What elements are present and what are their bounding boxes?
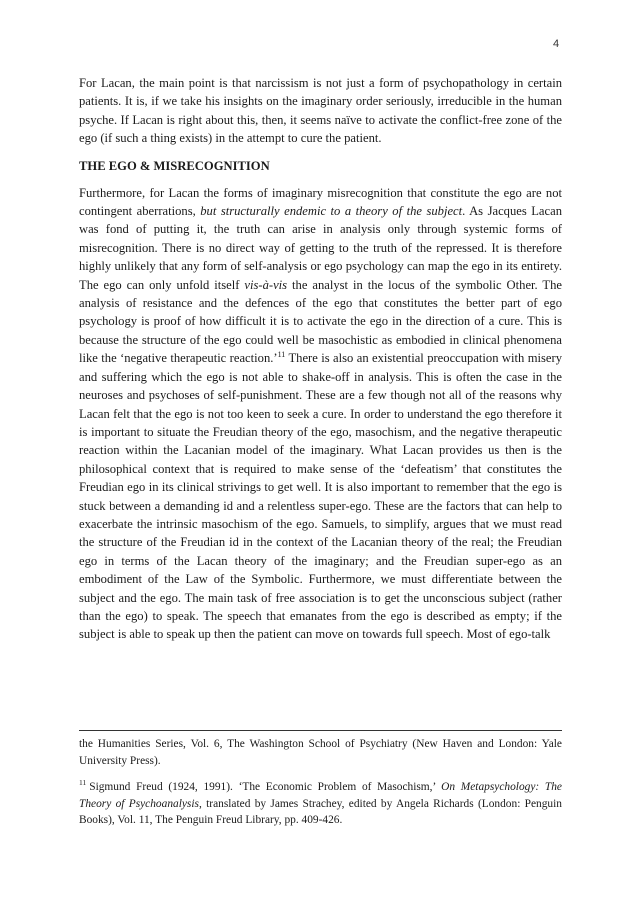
italic-phrase: but structurally endemic to a theory of the subject	[200, 204, 463, 219]
section-heading: THE EGO & MISRECOGNITION	[79, 158, 270, 173]
text-run: There is also an existential preoccupation with misery and suffering which the ego is not able to shake-off in analysis. This is often the case in the neuroses and psychoses of self-punishment. These are a few though not all of the reasons why Lacan felt that the ego is not too keen to seek a cure. In order to understand the ego therefore it is important to situate the Freudian theory of the ego, masochism, and the negative therapeutic reaction within the Lacanian model of the imaginary. What Lacan provides us then is the philosophical context that is required to make sense of the ‘defeatism’ that constitutes the Freudian ego in its clinical strivings to get well. It is also important to remember that the ego is stuck between a demanding id and a relentless super-ego. These are the factors that can help to exacerbate the intrinsic masochism of the ego. Samuels, to simplify, argues that we must read the structure of the Freudian id in the context of the Lacanian theory of the real; the Freudian ego in terms of the Lacan theory of the imaginary; and the Freudian super-ego as an embodiment of the Law of the Symbolic. Furthermore, we must differentiate between the subject and the ego. The main task of free association is to get the unconscious subject (rather than the ego) to speak. The speech that emanates from the ego is described as empty; if the subject is able to speak up then the patient can move on towards full speech. Most of ego-talk	[79, 351, 563, 642]
page-number: 4	[553, 38, 560, 50]
footnote-continued: the Humanities Series, Vol. 6, The Washington School of Psychiatry (New Haven and London: Yale University Press).	[79, 738, 562, 767]
footnotes	[79, 730, 562, 829]
text-run: Furthermore, for Lacan the forms of imaginary misrecognition that constitute the ego are not contingent aberrations,	[79, 185, 562, 219]
text-run: . As Jacques Lacan was fond of putting it, the truth can arise in analysis only through systemic forms of misrecognition. There is no direct way of getting to the truth of the repressed. It is therefore highly unlikely that any form of self-analysis or ego psychology can map the ego in its entirety. The ego can only unfold itself	[79, 204, 562, 292]
body-text	[79, 74, 562, 644]
text-run: Sigmund Freud (1924, 1991). ‘The Economic Problem of Masochism,’	[89, 781, 442, 794]
footnote-11	[79, 779, 562, 829]
text-run: , translated by James Strachey, edited by Angela Richards (London: Penguin Books), Vol. 11, The Penguin Freud Library, pp. 409-426.	[79, 797, 562, 827]
footnote-mark: 11	[79, 778, 87, 788]
italic-phrase: vis-à-vis	[244, 277, 288, 292]
text-run: the analyst in the locus of the symbolic Other. The analysis of resistance and the defences of the ego that constitutes the better part of ego psychology is proof of how difficult it is to activate the ego in the direction of a cure. This is because the structure of the ego could well be masochistic as embodied in clinical phenomena like the ‘negative therapeutic reaction.’	[79, 277, 562, 366]
paragraph-narcissism: For Lacan, the main point is that narcissism is not just a form of psychopathology in certain patients. It is, if we take his insights on the imaginary order seriously, irreducible in the human psyche. If Lacan is right about this, then, it seems naïve to activate the conflict-free zone of the ego (if such a thing exists) in the attempt to cure the patient.	[79, 76, 562, 146]
footnote-reference: 11	[277, 350, 286, 360]
italic-title: On Metapsychology: The Theory of Psychoanalysis	[79, 781, 562, 810]
paragraph-misrecognition	[79, 184, 562, 644]
